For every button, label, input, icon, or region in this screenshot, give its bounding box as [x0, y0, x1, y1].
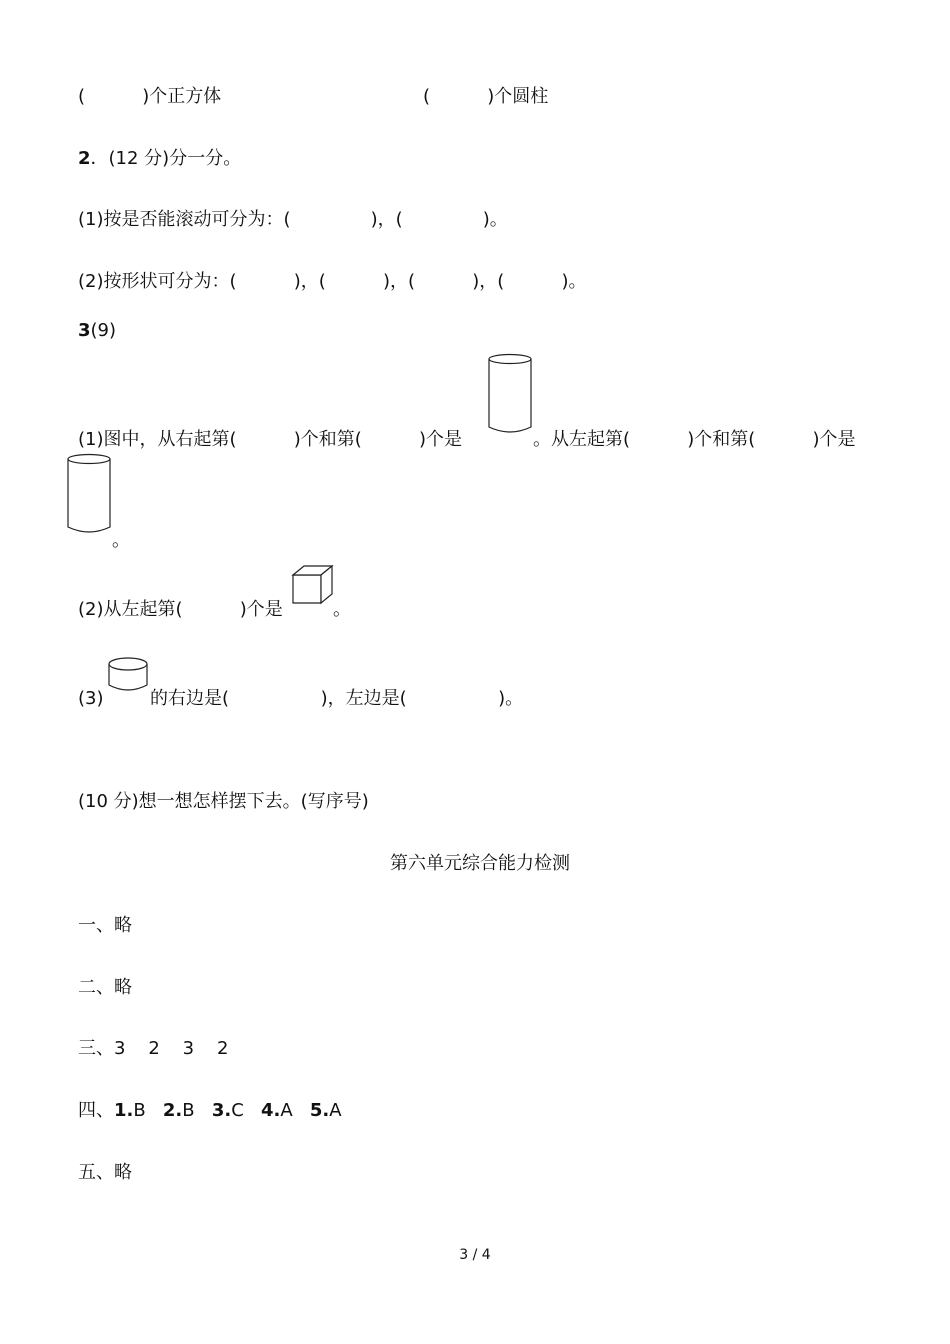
question-3-part-2-a: (2)从左起第( )个是 — [78, 599, 283, 620]
answer-4-item-value: A — [329, 1100, 342, 1121]
answer-5: 五、略 — [78, 1162, 132, 1183]
answer-1: 一、略 — [78, 915, 132, 936]
question-3-number: 3 — [78, 320, 91, 341]
short-cylinder-icon — [107, 655, 151, 695]
cube-icon — [290, 564, 336, 608]
answer-2: 二、略 — [78, 977, 132, 998]
answer-4-item-number: 3. — [211, 1100, 232, 1121]
question-3-part-3-b: 的右边是( )，左边是( )。 — [150, 688, 524, 709]
question-3-part-1-b: 。从左起第( )个和第( )个是 — [533, 429, 856, 450]
answer-4-prefix: 四、 — [78, 1100, 114, 1121]
question-2-number: 2 — [78, 148, 91, 169]
answer-4-item-number: 5. — [309, 1100, 330, 1121]
question-3-title-text: (9) — [90, 320, 117, 341]
question-3-part-1-c: 。 — [112, 530, 130, 551]
answers-heading: 第六单元综合能力检测 — [390, 853, 570, 874]
question-2-part-1: (1)按是否能滚动可分为：( )，( )。 — [78, 209, 508, 230]
question-3-part-1-a: (1)图中，从右起第( )个和第( )个是 — [78, 429, 463, 450]
question-2-title-text: ．(12 分)分一分。 — [90, 148, 242, 169]
question-3-part-3-a: (3) — [78, 688, 104, 709]
question-2-part-2: (2)按形状可分为：( )，( )，( )，( )。 — [78, 271, 587, 292]
tall-cylinder-icon — [66, 453, 114, 537]
page-number: 3 / 4 — [459, 1247, 491, 1263]
tall-cylinder-icon — [487, 353, 535, 437]
answer-4-item-value: B — [133, 1100, 146, 1121]
answer-4-item-number: 2. — [162, 1100, 183, 1121]
cube-count-blank: ( )个正方体 — [78, 86, 222, 107]
question-3-title — [78, 320, 116, 342]
answer-4-item-number: 4. — [260, 1100, 281, 1121]
question-3-part-2-b: 。 — [333, 599, 351, 620]
answer-4-item-value: A — [280, 1100, 293, 1121]
cylinder-count-blank: ( )个圆柱 — [423, 86, 549, 107]
answer-3: 三、3 2 3 2 — [78, 1038, 229, 1059]
answer-4-item-value: C — [231, 1100, 244, 1121]
answer-4-item-value: B — [182, 1100, 195, 1121]
answer-4 — [78, 1100, 342, 1122]
question-2-title — [78, 148, 241, 170]
question-4-title: (10 分)想一想怎样摆下去。(写序号) — [78, 791, 369, 812]
answer-4-item-number: 1. — [114, 1100, 134, 1121]
